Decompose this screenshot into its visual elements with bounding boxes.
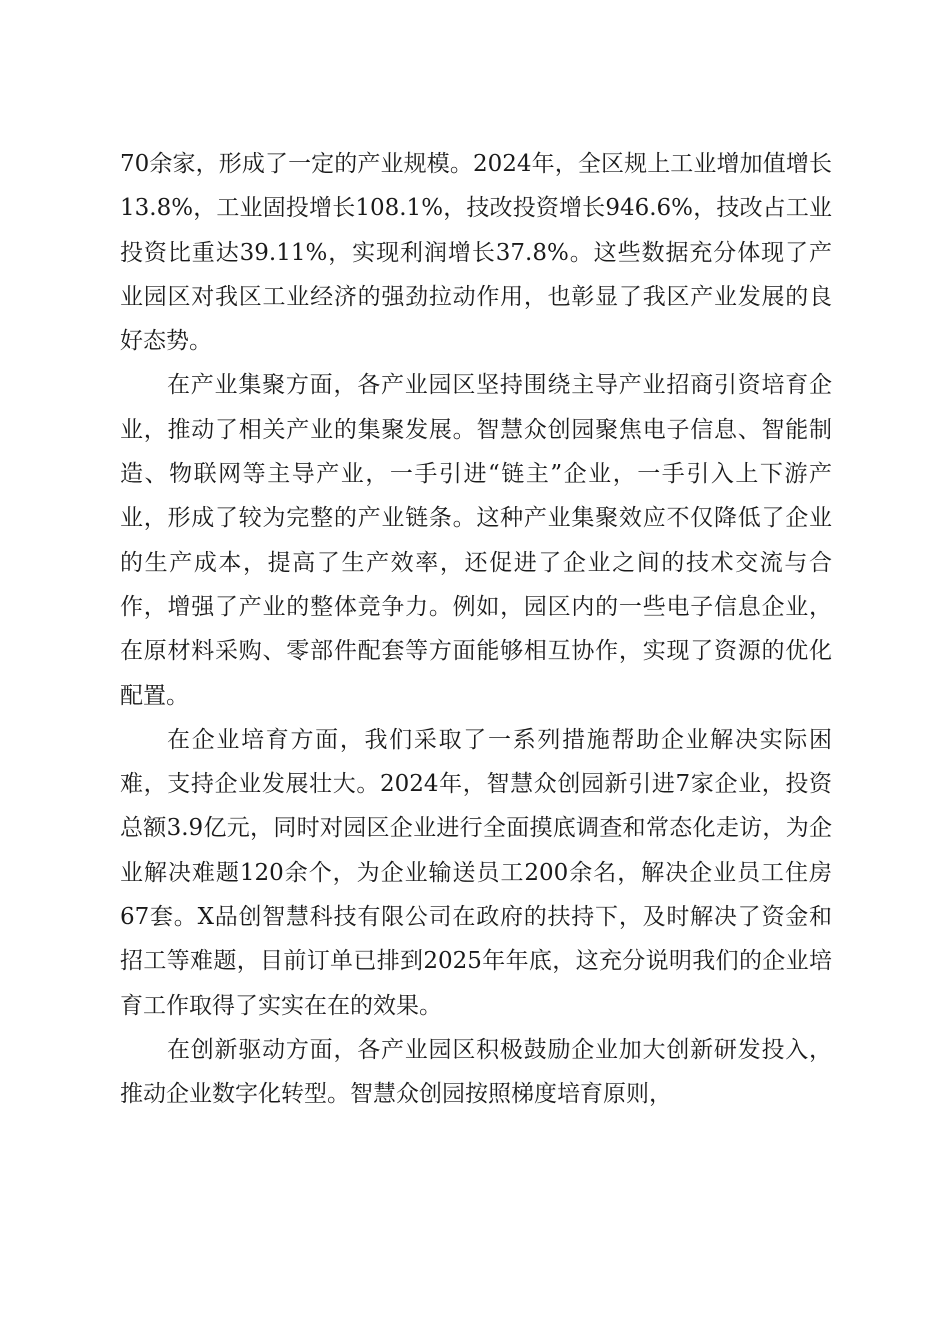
- document-body: [120, 142, 832, 1117]
- paragraph-innovation-driven: 在创新驱动方面，各产业园区积极鼓励企业加大创新研发投入，推动企业数字化转型。智慧众创园按照梯度培育原则，: [120, 1036, 832, 1108]
- paragraph-industrial-scale: 70余家，形成了一定的产业规模。2024年，全区规上工业增加值增长13.8%，工业固投增长108.1%，技改投资增长946.6%，技改占工业投资比重达39.11%，实现利润增长37.8%。这些数据充分体现了产业园区对我区工业经济的强劲拉动作用，也彰显了我区产业发展的良好态势。: [120, 151, 832, 355]
- paragraph-enterprise-cultivation: 在企业培育方面，我们采取了一系列措施帮助企业解决实际困难，支持企业发展壮大。2024年，智慧众创园新引进7家企业，投资总额3.9亿元，同时对园区企业进行全面摸底调查和常态化走访，为企业解决难题120余个，为企业输送员工200余名，解决企业员工住房67套。X品创智慧科技有限公司在政府的扶持下，及时解决了资金和招工等难题，目前订单已排到2025年年底，这充分说明我们的企业培育工作取得了实实在在的效果。: [120, 726, 832, 1019]
- paragraph-industry-cluster: 在产业集聚方面，各产业园区坚持围绕主导产业招商引资培育企业，推动了相关产业的集聚发展。智慧众创园聚焦电子信息、智能制造、物联网等主导产业，一手引进“链主”企业，一手引入上下游产业，形成了较为完整的产业链条。这种产业集聚效应不仅降低了企业的生产成本，提高了生产效率，还促进了企业之间的技术交流与合作，增强了产业的整体竞争力。例如，园区内的一些电子信息企业，在原材料采购、零部件配套等方面能够相互协作，实现了资源的优化配置。: [120, 372, 832, 709]
